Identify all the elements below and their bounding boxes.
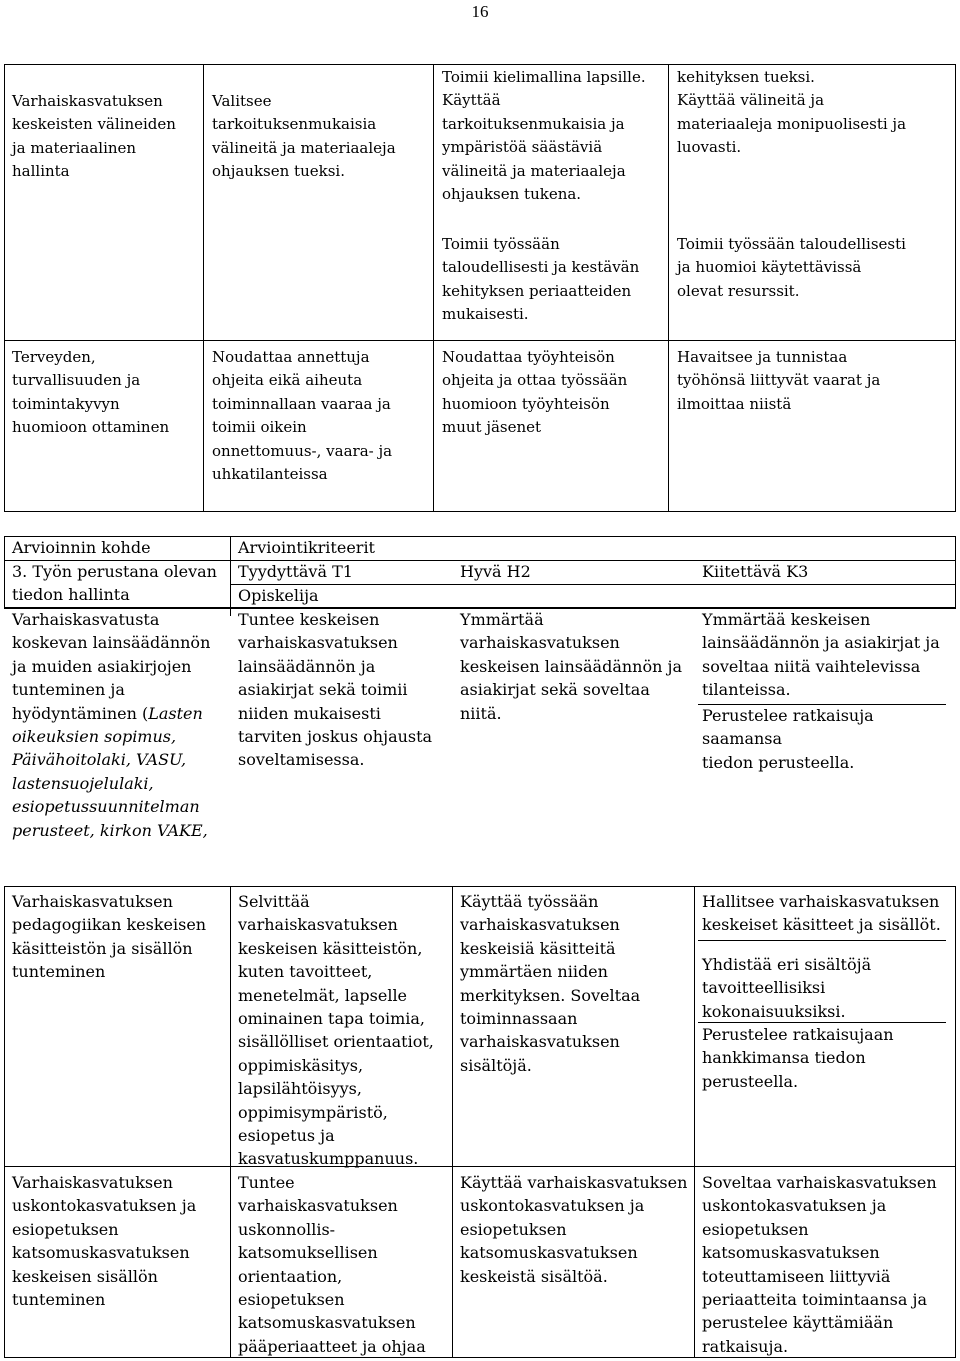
row-a-k3-rule xyxy=(698,704,946,705)
row-a-t1: Tuntee keskeisen varhaiskasvatuksen lainsäädännön ja asiakirjat sekä toimii niiden mukaisesti tarviten joskus ohjausta soveltamisessa. xyxy=(238,610,433,770)
grade-t1: Tyydyttävä T1 xyxy=(238,562,353,581)
row-a-topic-italic-1: Lasten xyxy=(148,703,203,723)
row-b-k3c: Perustelee ratkaisujaan hankkimansa tiedon perusteella. xyxy=(702,1025,894,1091)
row-a-topic-italic-2: oikeuksien sopimus, Päivähoitolaki, VASU, lastensuojelulaki, esiopetussuunnitelman perusteet, kirkon VAKE, xyxy=(12,727,208,840)
header-arviointikriteerit: Arviointikriteerit xyxy=(238,538,375,557)
table3-col-divider-2 xyxy=(452,886,453,1358)
row-c-h2: Käyttää varhaiskasvatuksen uskontokasvatuksen ja esiopetuksen katsomuskasvatuksen keskeistä sisältöä. xyxy=(460,1173,688,1286)
row-c-k3: Soveltaa varhaiskasvatuksen uskontokasvatuksen ja esiopetuksen katsomuskasvatuksen toteuttamiseen liittyviä periaatteita toimintaansa ja perustelee käyttämiään ratkaisuja. xyxy=(702,1173,937,1356)
table3-col-divider-1 xyxy=(230,886,231,1358)
row-a-col-divider-1 xyxy=(230,608,231,616)
table1-row3-topic: Terveyden, turvallisuuden ja toimintakyvyn huomioon ottaminen xyxy=(12,348,170,437)
row-b-h2: Käyttää työssään varhaiskasvatuksen keskeisiä käsitteitä ymmärtäen niiden merkityksen. Soveltaa toiminnassaan varhaiskasvatuksen sisältöjä. xyxy=(460,892,641,1075)
row-a-topic-text: Varhaiskasvatusta koskevan lainsäädännön ja muiden asiakirjojen tunteminen ja hyödyntäminen ( xyxy=(12,610,211,723)
row-a-topic xyxy=(12,608,228,842)
table3-col-divider-3 xyxy=(694,886,695,1358)
grade-h2: Hyvä H2 xyxy=(460,562,531,581)
table1-row3-k3: Havaitsee ja tunnistaa työhönsä liittyvät vaarat ja ilmoittaa niistä xyxy=(677,348,881,413)
row-b-t1: Selvittää varhaiskasvatuksen keskeisen käsitteistön, kuten tavoitteet, menetelmät, lapselle ominainen tapa toimia, sisällölliset orientaatiot, oppimiskäsitys, lapsilähtöisyys, oppimisympäristö, esiopetus ja kasvatuskumppanuus. xyxy=(238,892,434,1169)
table1-row1-t1: Valitsee tarkoituksenmukaisia välineitä ja materiaaleja ohjauksen tueksi. xyxy=(212,92,396,181)
table1-row1-h2: Toimii kielimallina lapsille. Käyttää tarkoituksenmukaisia ja ympäristöä säästäviä välineitä ja materiaaleja ohjauksen tukena. xyxy=(442,68,646,204)
table3-k3-rule-1 xyxy=(698,940,946,941)
row-a-h2: Ymmärtää varhaiskasvatuksen keskeisen lainsäädännön ja asiakirjat sekä soveltaa niitä. xyxy=(460,610,683,723)
table1-col-divider-3 xyxy=(668,64,669,512)
page-number: 16 xyxy=(471,2,489,21)
row-b-k3a: Hallitsee varhaiskasvatuksen keskeiset käsitteet ja sisällöt. xyxy=(702,892,941,935)
header-arvioinnin-kohde: Arvioinnin kohde xyxy=(12,538,151,557)
row-a-k3a: Ymmärtää keskeisen lainsäädännön ja asiakirjat ja soveltaa niitä vaihtelevissa tilanteissa. xyxy=(702,610,940,700)
row-a-k3b: Perustelee ratkaisuja saamansa tiedon perusteella. xyxy=(702,706,874,772)
table1-col-divider-1 xyxy=(203,64,204,512)
header-col-divider xyxy=(230,536,231,608)
header-row-divider-2 xyxy=(230,584,956,585)
opiskelija-label: Opiskelija xyxy=(238,586,319,605)
table1-row3-t1: Noudattaa annettuja ohjeita eikä aiheuta toiminnallaan vaaraa ja toimii oikein onnettomuus-, vaara- ja uhkatilanteissa xyxy=(212,348,393,484)
row-b-topic: Varhaiskasvatuksen pedagogiikan keskeisen käsitteistön ja sisällön tunteminen xyxy=(12,892,207,982)
table1-row2-k3: Toimii työssään taloudellisesti ja huomioi käytettävissä olevat resurssit. xyxy=(677,235,906,300)
row-c-topic: Varhaiskasvatuksen uskontokasvatuksen ja esiopetuksen katsomuskasvatuksen keskeisen sisällön tunteminen xyxy=(12,1173,197,1310)
table1-row1-k3: kehityksen tueksi. Käyttää välineitä ja materiaaleja monipuolisesti ja luovasti. xyxy=(677,68,907,157)
row-c-t1: Tuntee varhaiskasvatuksen uskonnollis- katsomuksellisen orientaation, esiopetuksen katsomuskasvatuksen pääperiaatteet ja ohjaa xyxy=(238,1173,426,1356)
section-title: 3. Työn perustana olevan tiedon hallinta xyxy=(12,562,217,605)
grade-k3: Kiitettävä K3 xyxy=(702,562,809,581)
table1-row2-h2: Toimii työssään taloudellisesti ja kestävän kehityksen periaatteiden mukaisesti. xyxy=(442,235,640,324)
row-b-k3b: Yhdistää eri sisältöjä tavoitteellisiksi kokonaisuuksiksi. xyxy=(702,955,872,1021)
table1-row1-topic: Varhaiskasvatuksen keskeisten välineiden ja materiaalinen hallinta xyxy=(12,92,176,181)
table1-col-divider-2 xyxy=(433,64,434,512)
table1-row-divider xyxy=(4,340,956,341)
table1-row3-h2: Noudattaa työyhteisön ohjeita ja ottaa työssään huomioon työyhteisön muut jäsenet xyxy=(442,348,628,437)
table3-row-divider xyxy=(4,1166,956,1167)
